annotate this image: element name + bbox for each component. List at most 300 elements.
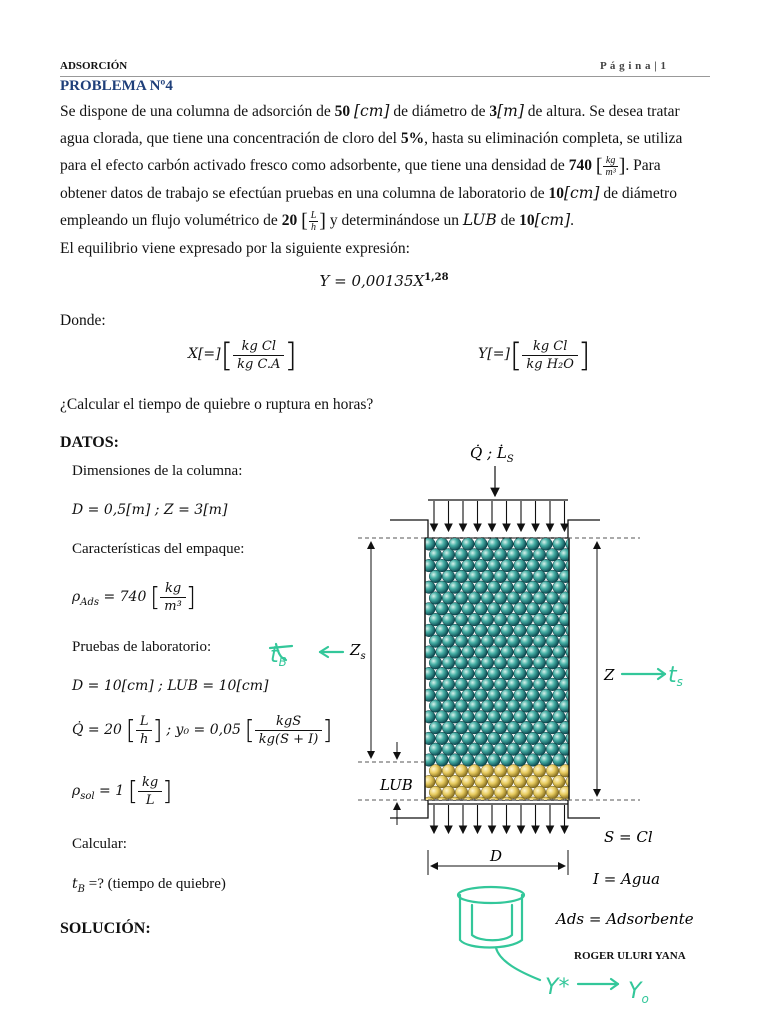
saturated-bead	[507, 743, 520, 756]
flow-unit-fraction: $\frac{L}{h}$	[310, 209, 317, 233]
saturated-bead	[540, 624, 553, 637]
saturated-bead	[442, 635, 455, 648]
saturated-bead	[501, 538, 514, 551]
saturated-bead	[540, 689, 553, 702]
saturated-bead	[481, 657, 494, 670]
saturated-bead	[494, 721, 507, 734]
saturated-bead	[449, 581, 462, 594]
saturated-bead	[429, 678, 442, 691]
saturated-bead	[436, 624, 449, 637]
saturated-bead	[514, 646, 527, 659]
mtz-bead	[449, 775, 462, 788]
saturated-bead	[462, 732, 475, 745]
saturated-bead	[514, 581, 527, 594]
saturated-bead	[540, 732, 553, 745]
saturated-bead	[436, 689, 449, 702]
calculate-label: Calcular:	[72, 836, 127, 852]
saturated-bead	[553, 754, 566, 767]
saturated-bead	[559, 613, 572, 626]
saturated-bead	[501, 667, 514, 680]
mtz-bead	[481, 786, 494, 799]
mtz-bead	[507, 786, 520, 799]
saturated-bead	[436, 646, 449, 659]
saturated-bead	[455, 613, 468, 626]
saturated-bead	[468, 743, 481, 756]
donde-label: Donde:	[60, 312, 106, 329]
saturated-bead	[559, 657, 572, 670]
mtz-bead	[546, 765, 559, 778]
saturated-bead	[546, 743, 559, 756]
legend-inert: I = Agua	[593, 870, 661, 888]
saturated-bead	[514, 689, 527, 702]
saturated-bead	[546, 635, 559, 648]
saturated-bead	[481, 743, 494, 756]
saturated-bead	[429, 743, 442, 756]
saturated-bead	[494, 613, 507, 626]
saturated-bead	[546, 592, 559, 605]
saturated-bead	[501, 603, 514, 616]
saturated-bead	[455, 570, 468, 583]
saturated-bead	[488, 754, 501, 767]
saturated-bead	[436, 732, 449, 745]
saturated-bead	[546, 700, 559, 713]
saturated-bead	[475, 667, 488, 680]
saturated-bead	[533, 721, 546, 734]
saturated-bead	[449, 689, 462, 702]
problem-statement: Se dispone de una columna de adsorción de 50 [cm] de diámetro de 3[m] de altura. Se desea tratar agua clorada, que tiene una concentración de cloro del 5%, hasta su eliminación completa, se utiliza para el efecto carbón activado fresco como adsorbente, que tiene una densidad de 740 [ $\frac{kg}{\text{m³}}$ ]. Para obtener datos de trabajo se efectúan pruebas en una columna de laboratorio de 10[cm] de diámetro empleando un flujo volumétrico de 20 [ $\frac{L}{h}$ ] y determinándose un LUB de 10[cm]. El equilibrio viene expresado por la siguiente expresión:	[60, 102, 683, 257]
saturated-bead	[527, 732, 540, 745]
adsorbent-density: $\rho_{Ads} = 740$ [ $\frac{kg}{\text{m³}}$ ]	[72, 581, 196, 614]
saturated-bead	[488, 581, 501, 594]
saturated-bead	[449, 538, 462, 551]
saturated-bead	[462, 646, 475, 659]
saturated-bead	[442, 570, 455, 583]
saturated-bead	[429, 657, 442, 670]
mtz-bead	[494, 786, 507, 799]
saturated-bead	[540, 667, 553, 680]
saturated-bead	[442, 613, 455, 626]
saturated-bead	[488, 646, 501, 659]
saturated-bead	[436, 667, 449, 680]
saturated-bead	[514, 559, 527, 572]
mtz-bead	[533, 786, 546, 799]
saturated-bead	[566, 603, 579, 616]
legend-adsorbent: Ads = Adsorbente	[556, 910, 694, 928]
density-unit-fraction: $\frac{kg}{\text{m³}}$	[605, 154, 616, 178]
saturated-bead	[475, 603, 488, 616]
saturated-bead	[520, 657, 533, 670]
saturated-bead	[566, 711, 579, 724]
saturated-bead	[481, 721, 494, 734]
saturated-bead	[501, 581, 514, 594]
saturated-bead	[501, 624, 514, 637]
saturated-bead	[468, 657, 481, 670]
saturated-bead	[494, 549, 507, 562]
saturated-bead	[429, 613, 442, 626]
saturated-bead	[488, 603, 501, 616]
mtz-bead	[546, 786, 559, 799]
mtz-bead	[488, 775, 501, 788]
saturated-bead	[514, 711, 527, 724]
saturated-bead	[507, 570, 520, 583]
saturated-bead	[481, 592, 494, 605]
saturated-bead	[527, 603, 540, 616]
saturated-bead	[566, 754, 579, 767]
saturated-bead	[559, 743, 572, 756]
y-unit-definition: Y[=][ $\frac{\text{kg Cl}}{\text{kg H₂O}}$ ]	[478, 336, 591, 374]
saturated-bead	[442, 592, 455, 605]
hw-tb-label: tB	[270, 643, 287, 669]
header-section-title: ADSORCIÓN	[60, 60, 128, 72]
saturated-bead	[462, 603, 475, 616]
saturated-bead	[468, 613, 481, 626]
saturated-bead	[559, 678, 572, 691]
saturated-bead	[553, 603, 566, 616]
saturated-bead	[520, 700, 533, 713]
saturated-bead	[429, 592, 442, 605]
hw-y0-label: $Y_o$	[628, 979, 649, 1006]
saturated-bead	[501, 754, 514, 767]
saturated-bead	[436, 581, 449, 594]
saturated-bead	[494, 570, 507, 583]
mtz-bead	[520, 786, 533, 799]
mtz-bead	[527, 797, 540, 810]
datos-heading: DATOS:	[60, 434, 119, 451]
saturated-bead	[546, 570, 559, 583]
mtz-bead	[540, 775, 553, 788]
saturated-bead	[442, 657, 455, 670]
saturated-bead	[475, 689, 488, 702]
saturated-bead	[481, 613, 494, 626]
saturated-bead	[553, 667, 566, 680]
saturated-bead	[494, 657, 507, 670]
saturated-bead	[540, 754, 553, 767]
lub-label: LUB	[380, 776, 413, 794]
saturated-bead	[520, 592, 533, 605]
saturated-bead	[540, 646, 553, 659]
saturated-bead	[520, 721, 533, 734]
lab-tests-label: Pruebas de laboratorio:	[72, 639, 212, 655]
saturated-bead	[462, 538, 475, 551]
saturated-bead	[520, 635, 533, 648]
saturated-bead	[468, 570, 481, 583]
saturated-bead	[553, 711, 566, 724]
inlet-label: Q̇ ; $L̇_S$	[470, 444, 514, 465]
outlet-flow-arrows	[434, 805, 565, 833]
saturated-bead	[429, 721, 442, 734]
saturated-bead	[449, 667, 462, 680]
mtz-bead	[475, 797, 488, 810]
saturated-bead	[533, 592, 546, 605]
saturated-bead	[468, 549, 481, 562]
saturated-bead	[514, 667, 527, 680]
author-name: ROGER ULURI YANA	[574, 950, 686, 962]
lab-tests-equation: D = 10[cm] ; LUB = 10[cm]	[72, 678, 269, 694]
saturated-bead	[507, 657, 520, 670]
saturated-bead	[462, 667, 475, 680]
saturated-bead	[520, 549, 533, 562]
saturated-bead	[436, 559, 449, 572]
mtz-bead	[468, 765, 481, 778]
saturated-bead	[566, 581, 579, 594]
mtz-bead	[566, 775, 579, 788]
saturated-bead	[527, 538, 540, 551]
saturated-bead	[533, 570, 546, 583]
saturated-bead	[501, 711, 514, 724]
saturated-bead	[475, 581, 488, 594]
saturated-bead	[540, 603, 553, 616]
saturated-bead	[468, 721, 481, 734]
mtz-bead	[553, 797, 566, 810]
saturated-bead	[527, 559, 540, 572]
saturated-bead	[481, 549, 494, 562]
mtz-bead	[488, 797, 501, 810]
saturated-bead	[553, 538, 566, 551]
saturated-bead	[488, 732, 501, 745]
saturated-bead	[436, 754, 449, 767]
saturated-bead	[429, 570, 442, 583]
saturated-bead	[475, 711, 488, 724]
mtz-bead	[559, 765, 572, 778]
mtz-bead	[501, 775, 514, 788]
column-left-top-wall	[390, 520, 428, 538]
saturated-bead	[540, 581, 553, 594]
saturated-bead	[559, 700, 572, 713]
z-label: Z	[604, 666, 615, 684]
column-right-bottom-wall	[568, 800, 600, 818]
saturated-bead	[475, 646, 488, 659]
saturated-bead	[527, 667, 540, 680]
saturated-bead	[455, 635, 468, 648]
saturated-bead	[455, 678, 468, 691]
saturated-bead	[533, 657, 546, 670]
mtz-bead	[436, 797, 449, 810]
solucion-heading: SOLUCIÓN:	[60, 920, 151, 937]
saturated-bead	[540, 538, 553, 551]
mtz-bead	[442, 765, 455, 778]
column-right-top-wall	[568, 520, 600, 538]
saturated-bead	[429, 700, 442, 713]
mtz-bead	[514, 775, 527, 788]
saturated-bead	[494, 592, 507, 605]
saturated-bead	[566, 732, 579, 745]
saturated-bead	[462, 754, 475, 767]
saturated-bead	[507, 549, 520, 562]
packing-label: Características del empaque:	[72, 541, 245, 557]
saturated-bead	[494, 678, 507, 691]
mtz-bead	[559, 786, 572, 799]
saturated-bead	[442, 721, 455, 734]
calculate-target: $t_B$ =? (tiempo de quiebre)	[72, 876, 226, 895]
mtz-bead	[533, 765, 546, 778]
saturated-bead	[527, 711, 540, 724]
saturated-bead	[533, 743, 546, 756]
saturated-bead	[546, 721, 559, 734]
saturated-bead	[507, 678, 520, 691]
saturated-bead	[468, 678, 481, 691]
saturated-bead	[468, 700, 481, 713]
mtz-bead	[429, 786, 442, 799]
saturated-bead	[488, 538, 501, 551]
mtz-bead	[468, 786, 481, 799]
problem-title: PROBLEMA Nº4	[60, 78, 173, 94]
saturated-bead	[449, 754, 462, 767]
saturated-bead	[514, 603, 527, 616]
saturated-bead	[546, 549, 559, 562]
x-unit-definition: X[=][ $\frac{\text{kg Cl}}{\text{kg C.A}}$ ]	[188, 336, 297, 374]
saturated-bead	[436, 603, 449, 616]
saturated-bead	[455, 700, 468, 713]
saturated-bead	[455, 743, 468, 756]
saturated-bead	[488, 624, 501, 637]
saturated-bead	[494, 635, 507, 648]
saturated-bead	[481, 678, 494, 691]
header-page-number: P á g i n a | 1	[600, 60, 667, 72]
saturated-bead	[442, 743, 455, 756]
saturated-bead	[501, 689, 514, 702]
saturated-bead	[481, 570, 494, 583]
saturated-bead	[514, 538, 527, 551]
saturated-bead	[566, 646, 579, 659]
saturated-bead	[488, 711, 501, 724]
saturated-bead	[559, 721, 572, 734]
saturated-bead	[455, 657, 468, 670]
saturated-bead	[475, 754, 488, 767]
inlet-flow-arrows	[434, 501, 565, 531]
saturated-bead	[533, 613, 546, 626]
solution-density: $\rho_{sol} = 1$ [ $\frac{kg}{L}$ ]	[72, 775, 173, 808]
column-left-bottom-wall	[390, 800, 428, 818]
saturated-bead	[559, 570, 572, 583]
saturated-bead	[501, 732, 514, 745]
mtz-bead	[494, 765, 507, 778]
mtz-bead	[436, 775, 449, 788]
mtz-bead	[481, 765, 494, 778]
saturated-bead	[449, 732, 462, 745]
mtz-bead	[507, 765, 520, 778]
saturated-bead	[442, 700, 455, 713]
saturated-bead	[533, 700, 546, 713]
equilibrium-equation: $Y = 0,00135X^{1,28}$	[319, 272, 449, 290]
saturated-bead	[514, 754, 527, 767]
saturated-bead	[468, 592, 481, 605]
saturated-bead	[507, 700, 520, 713]
saturated-bead	[553, 624, 566, 637]
saturated-bead	[553, 732, 566, 745]
saturated-bead	[514, 624, 527, 637]
saturated-bead	[514, 732, 527, 745]
saturated-bead	[520, 678, 533, 691]
saturated-bead	[488, 689, 501, 702]
mtz-bead	[520, 765, 533, 778]
saturated-bead	[429, 549, 442, 562]
saturated-bead	[449, 603, 462, 616]
mtz-bead	[455, 786, 468, 799]
hw-ts-label: ts	[668, 663, 683, 689]
saturated-bead	[481, 635, 494, 648]
saturated-bead	[566, 667, 579, 680]
saturated-bead	[488, 559, 501, 572]
mtz-bead	[462, 797, 475, 810]
saturated-bead	[455, 592, 468, 605]
mtz-bead	[475, 775, 488, 788]
mtz-bead	[449, 797, 462, 810]
mtz-bead	[527, 775, 540, 788]
saturated-bead	[462, 581, 475, 594]
flow-and-concentration: Q̇ = 20 [ $\frac{L}{h}$ ] ; y₀ = 0,05 [ kgS kg(S + I) ]	[72, 714, 333, 747]
zs-label: $Z_s$	[350, 641, 366, 662]
saturated-bead	[462, 624, 475, 637]
saturated-bead	[501, 646, 514, 659]
saturated-bead	[546, 678, 559, 691]
saturated-bead	[455, 721, 468, 734]
saturated-bead	[527, 646, 540, 659]
mtz-bead	[514, 797, 527, 810]
saturated-bead	[553, 646, 566, 659]
saturated-bead	[553, 581, 566, 594]
saturated-bead	[533, 549, 546, 562]
saturated-bead	[553, 689, 566, 702]
saturated-bead	[520, 743, 533, 756]
saturated-bead	[475, 538, 488, 551]
saturated-bead	[566, 689, 579, 702]
mtz-bead	[553, 775, 566, 788]
saturated-bead	[442, 678, 455, 691]
question-text: ¿Calcular el tiempo de quiebre o ruptura en horas?	[60, 396, 374, 413]
saturated-bead	[429, 635, 442, 648]
saturated-bead	[507, 613, 520, 626]
saturated-bead	[520, 613, 533, 626]
saturated-bead	[527, 689, 540, 702]
saturated-bead	[488, 667, 501, 680]
saturated-bead	[527, 754, 540, 767]
saturated-bead	[540, 559, 553, 572]
d-label: D	[490, 847, 503, 865]
saturated-bead	[475, 732, 488, 745]
hw-ystar-label: Y*	[545, 975, 570, 1000]
saturated-bead	[546, 657, 559, 670]
saturated-bead	[468, 635, 481, 648]
mtz-bead	[442, 786, 455, 799]
saturated-bead	[436, 711, 449, 724]
saturated-bead	[533, 635, 546, 648]
saturated-bead	[481, 700, 494, 713]
saturated-bead	[462, 559, 475, 572]
saturated-bead	[507, 592, 520, 605]
dimensions-equation: D = 0,5[m] ; Z = 3[m]	[72, 502, 228, 518]
saturated-bead	[455, 549, 468, 562]
saturated-bead	[449, 559, 462, 572]
saturated-bead	[494, 700, 507, 713]
saturated-bead	[520, 570, 533, 583]
saturated-bead	[494, 743, 507, 756]
saturated-bead	[475, 559, 488, 572]
saturated-bead	[442, 549, 455, 562]
packed-bed	[423, 538, 579, 810]
saturated-bead	[533, 678, 546, 691]
saturated-bead	[462, 711, 475, 724]
mtz-bead	[462, 775, 475, 788]
saturated-bead	[436, 538, 449, 551]
saturated-bead	[507, 721, 520, 734]
saturated-bead	[553, 559, 566, 572]
saturated-bead	[507, 635, 520, 648]
saturated-bead	[559, 635, 572, 648]
saturated-bead	[546, 613, 559, 626]
mtz-bead	[429, 765, 442, 778]
saturated-bead	[559, 549, 572, 562]
legend-solute: S = Cl	[604, 828, 653, 846]
